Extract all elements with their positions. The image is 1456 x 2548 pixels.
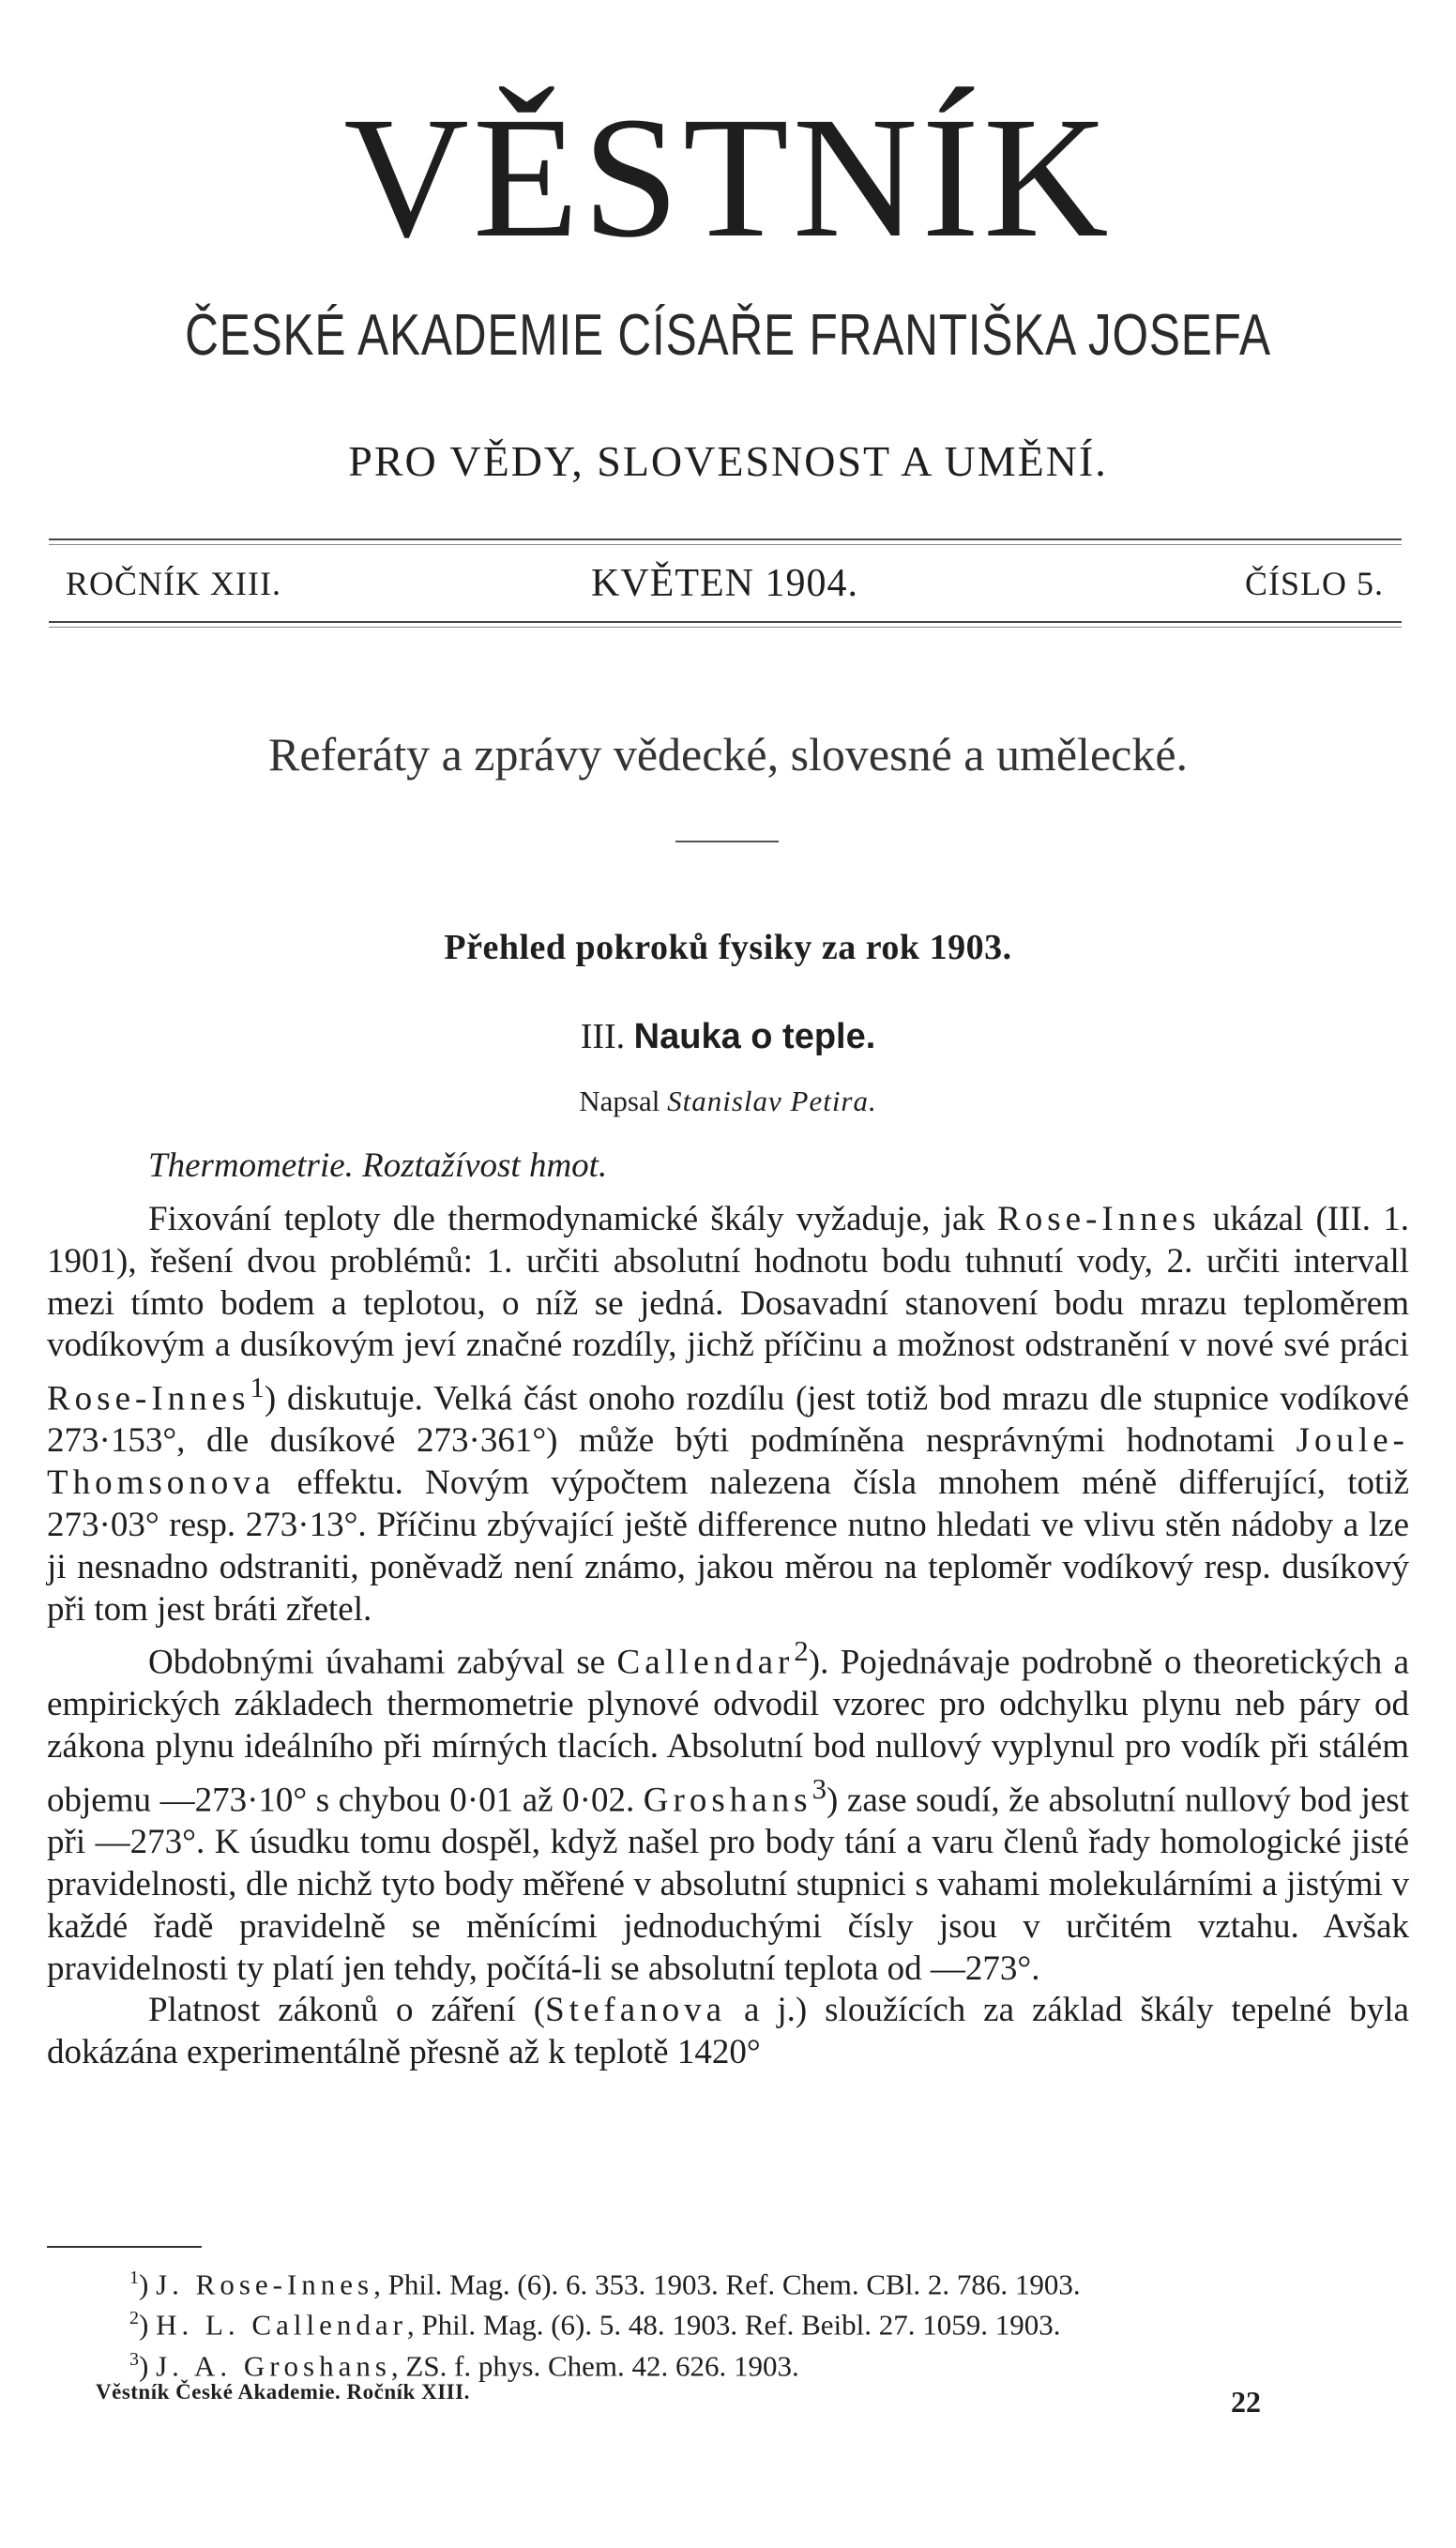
footnote: $^3$) J. A. Groshans, ZS. f. phys. Chem. 42. 626. 1903. [129, 2348, 799, 2382]
issue-rule-bottom [49, 621, 1402, 623]
page-number: 22 [1231, 2385, 1261, 2419]
person-name: Joule-Thomsonova [47, 1421, 1409, 1503]
footnote: $^2$) H. L. Callendar, Phil. Mag. (6). 5. 48. 1903. Ref. Beibl. 27. 1059. 1903. [129, 2308, 1061, 2342]
person-name: Groshans [643, 1781, 812, 1820]
footnote-ref: 1 [250, 1372, 265, 1404]
article-part-title [0, 1013, 1456, 1060]
journal-title: VĚSTNÍK [343, 82, 1113, 274]
paragraph-2: Obdobnými úvahami zabýval se Callendar$^2$). Pojednávaje podrobně o theoretických a empirických základech thermometrie plynové odvodil vzorec pro odchylku plynu neb páry od zákona plynu ideálního při mírných tlacích. Absolutní bod nullový vyplynul pro vodík při stálém objemu —273·10° s chybou 0·01 až 0·02. Groshans$^3$) zase soudí, že absolutní nullový bod jest při —273°. K úsudku tomu dospěl, když našel pro body tání a varu členů řady homologické jisté pravidelnosti, dle nichž tyto body měřené v absolutní stupnici s vahami molekulárními a jistými v každé řadě pravidelně se měnícími jednoduchými čísly jsou v určitém vztahu. Avšak pravidelnosti ty platí jen tehdy, počítá-li se absolutní teplota od —273°. [47, 1635, 1409, 1988]
issue-number: ČÍSLO 5. [1244, 565, 1384, 602]
section-title: Referáty a zprávy vědecké, slovesné a umělecké. [267, 728, 1189, 781]
part-name: Nauka o teple. [633, 1017, 876, 1056]
part-prefix: III. [580, 1017, 626, 1056]
issue-info-row [66, 559, 1384, 608]
section-divider [675, 841, 779, 842]
person-name: Stefanova [545, 1991, 727, 2030]
footnotes [129, 2261, 1424, 2383]
person-name: Rose-Innes [997, 1200, 1201, 1238]
footnote-ref: 2 [794, 1635, 809, 1668]
issue-rule-top [49, 538, 1402, 540]
article-body [47, 1199, 1409, 2074]
paragraph-3: Platnost zákonů o záření (Stefanova a j.) sloužících za základ škály tepelné byla dokázána experimentálně přesně až k teplotě 1420° [47, 1991, 1409, 2072]
article-subheading: Thermometrie. Roztažívost hmot. [148, 1146, 608, 1185]
journal-tagline: PRO VĚDY, SLOVESNOST A UMĚNÍ. [348, 437, 1108, 485]
author-prefix: Napsal [579, 1084, 660, 1117]
footnote-ref: 3 [811, 1773, 827, 1806]
issue-volume: ROČNÍK XIII. [66, 565, 281, 602]
person-name: Rose-Innes [47, 1379, 250, 1418]
journal-subtitle: ČESKÉ AKADEMIE CÍSAŘE FRANTIŠKA JOSEFA [185, 303, 1271, 368]
author-name: Stanislav Petira. [667, 1084, 877, 1117]
running-footer: Věstník České Akademie. Ročník XIII. [96, 2380, 470, 2404]
article-title: Přehled pokroků fysiky za rok 1903. [444, 928, 1012, 967]
paragraph-1: Fixování teploty dle thermodynamické škály vyžaduje, jak Rose-Innes ukázal (III. 1. 1901), řešení dvou problémů: 1. určiti absolutní hodnotu bodu tuhnutí vody, 2. určiti intervall mezi tímto bodem a teplotou, o níž se jedná. Dosavadní stanovení bodu mrazu teploměrem vodíkovým a dusíkovým jeví značné rozdíly, jichž příčinu a možnost odstranění v nové své práci Rose-Innes$^1$) diskutuje. Velká část onoho rozdílu (jest totiž bod mrazu dle stupnice vodíkové 273·153°, dle dusíkové 273·361°) může býti podmíněna nesprávnými hodnotami Joule-Thomsonova effektu. Novým výpočtem nalezena čísla mnohem méně differující, totiž 273·03° resp. 273·13°. Příčinu zbývající ještě difference nutno hledati ve vlivu stěn nádoby a lze ji nesnadno odstraniti, poněvadž není známo, jakou měrou na teploměr vodíkový resp. dusíkový při tom jest bráti zřetel. [47, 1200, 1409, 1629]
author-line [0, 1081, 1456, 1122]
issue-date: KVĚTEN 1904. [591, 562, 858, 605]
person-name: Callendar [616, 1643, 795, 1682]
footnote-rule [47, 2246, 202, 2248]
footnote: $^1$) J. Rose-Innes, Phil. Mag. (6). 6. 353. 1903. Ref. Chem. CBl. 2. 786. 1903. [129, 2267, 1081, 2301]
